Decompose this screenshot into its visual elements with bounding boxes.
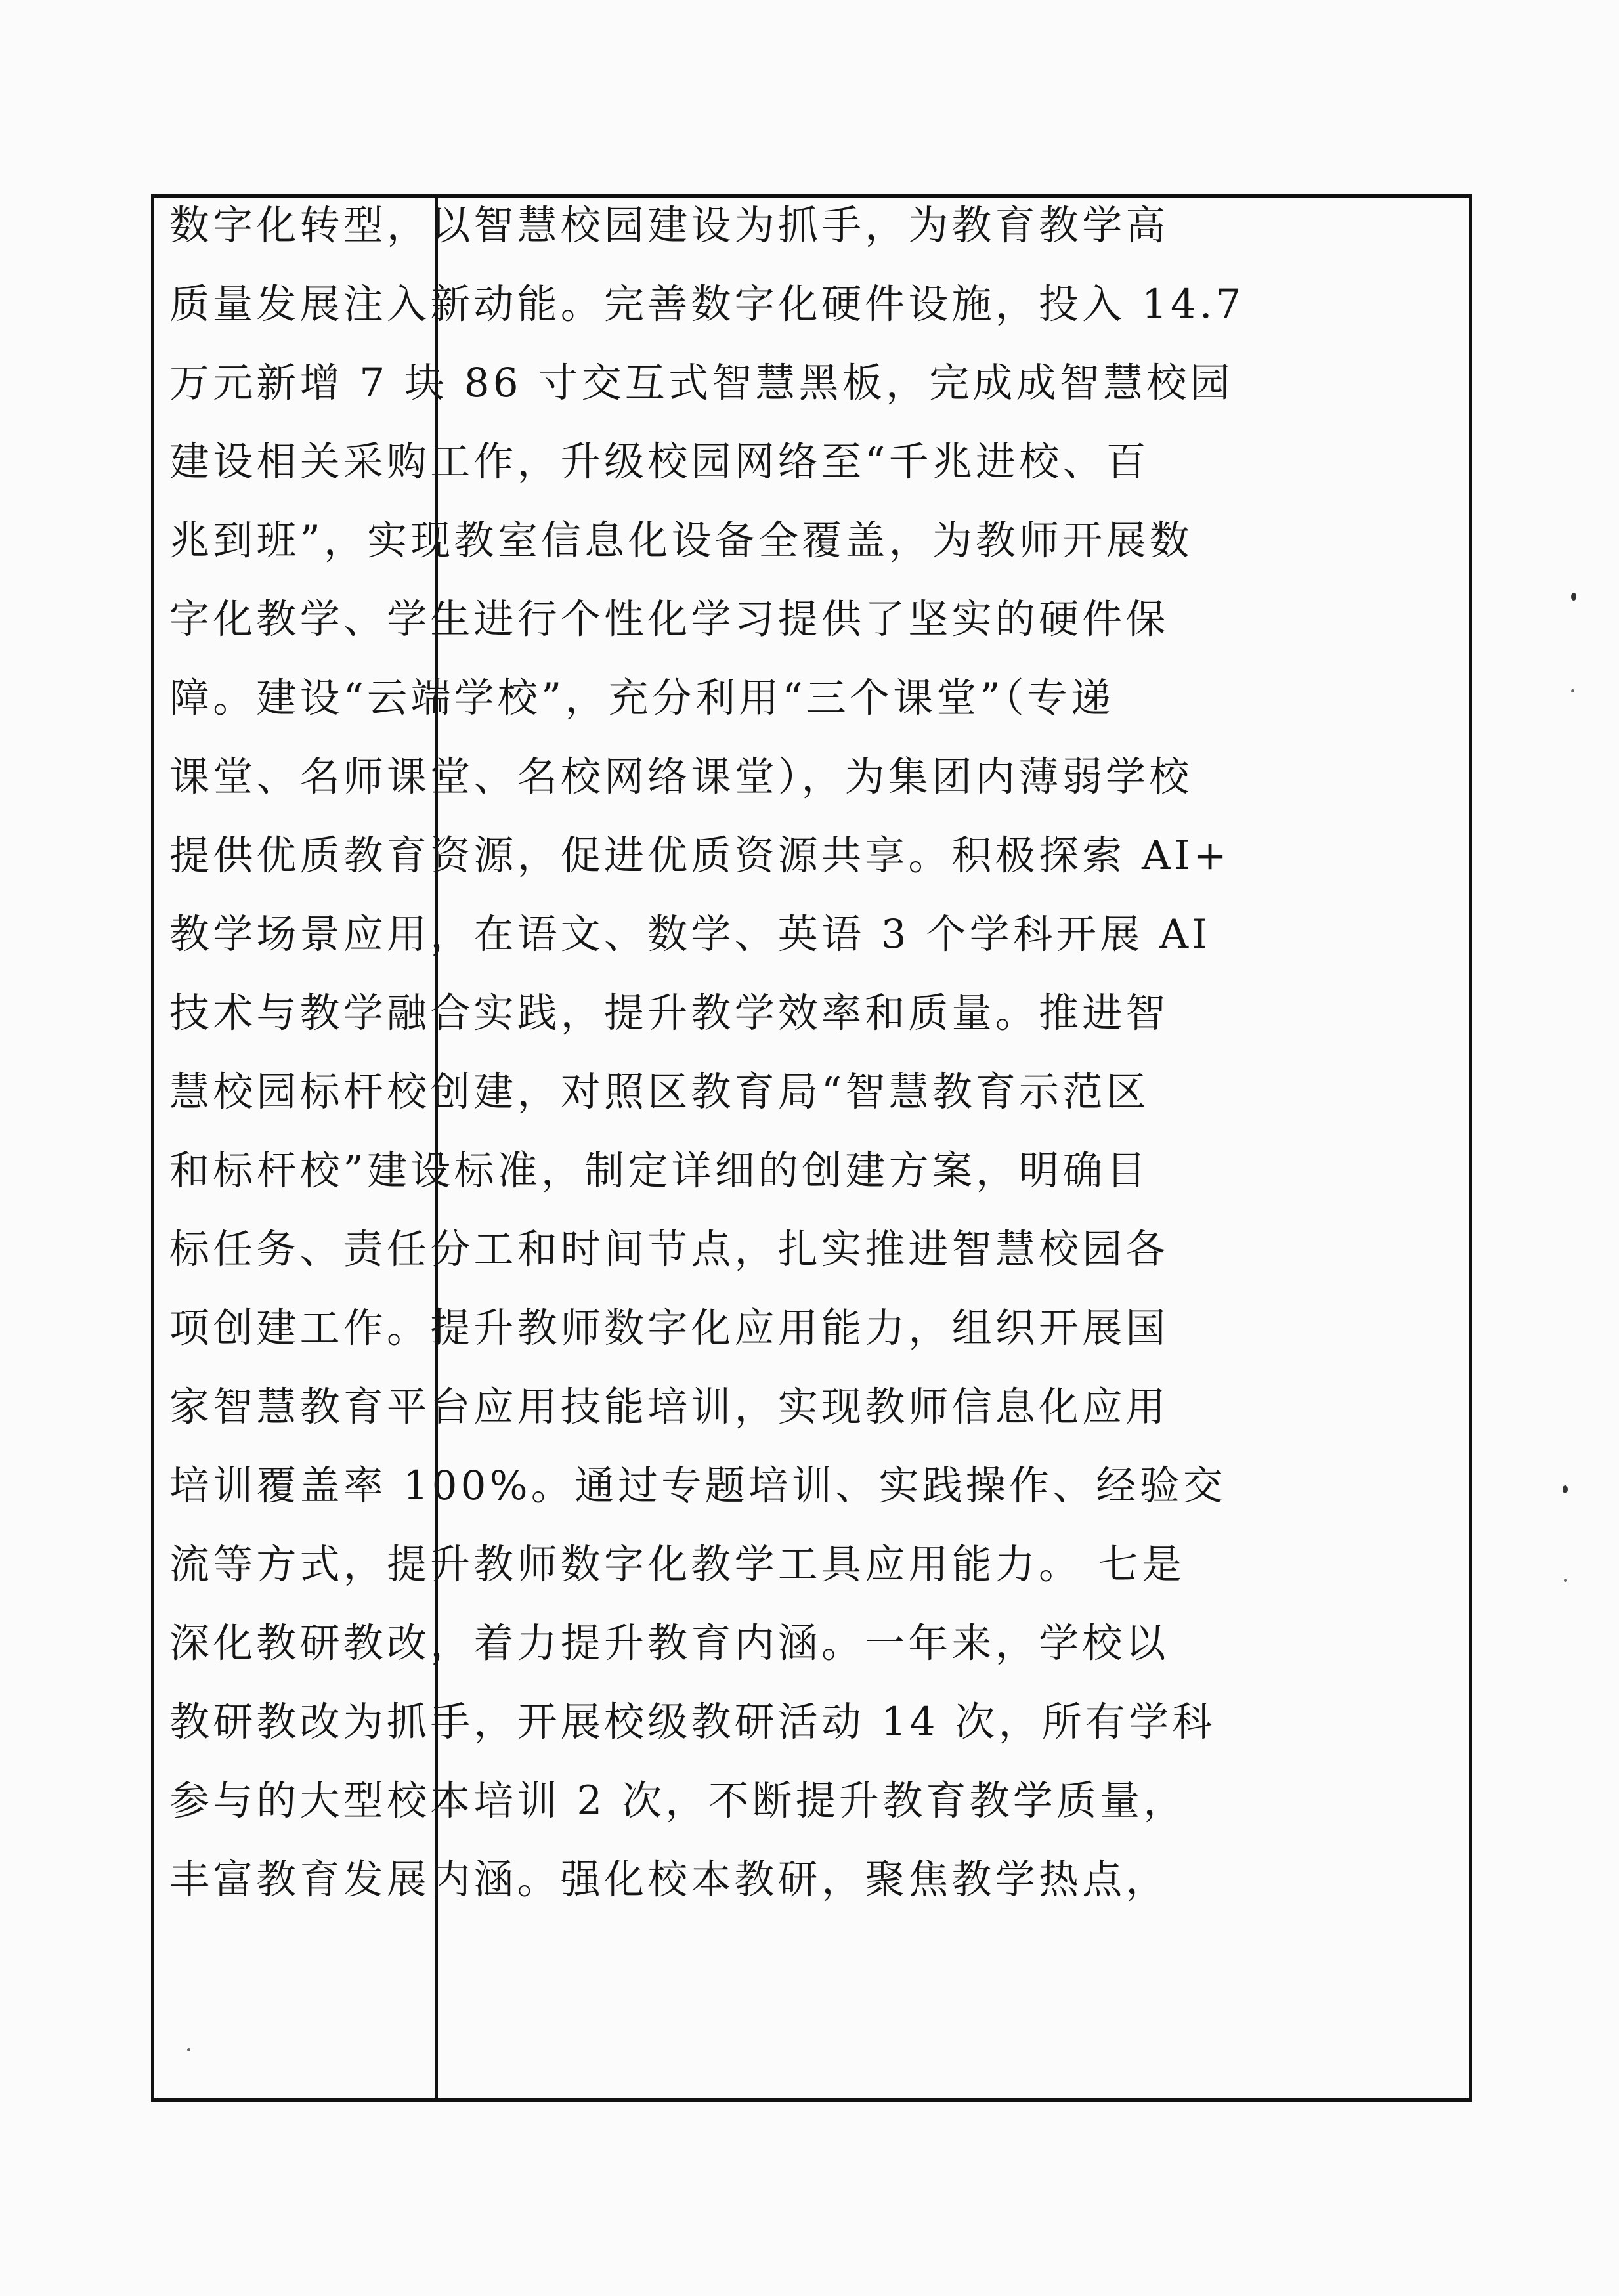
body-text-line: 数字化转型，以智慧校园建设为抓手，为教育教学高 xyxy=(169,202,1169,249)
body-text-line: 丰富教育发展内涵。强化校本教研，聚焦教学热点， xyxy=(169,1856,1169,1903)
body-text-line: 课堂、名师课堂、名校网络课堂），为集团内薄弱学校 xyxy=(169,754,1193,800)
scan-speck xyxy=(187,2048,190,2051)
body-text-line: 技术与教学融合实践，提升教学效率和质量。推进智 xyxy=(169,990,1169,1036)
scan-speck xyxy=(1571,593,1576,601)
scan-speck xyxy=(1564,1579,1567,1582)
body-text-line: 流等方式，提升教师数字化教学工具应用能力。 七是 xyxy=(169,1541,1186,1588)
body-text-line: 和标杆校”建设标准，制定详细的创建方案，明确目 xyxy=(169,1147,1150,1194)
body-text-line: 字化教学、学生进行个性化学习提供了坚实的硬件保 xyxy=(169,596,1169,643)
body-text-line: 项创建工作。提升教师数字化应用能力，组织开展国 xyxy=(169,1305,1169,1351)
body-text-line: 提供优质教育资源，促进优质资源共享。积极探索 AI+ xyxy=(169,832,1230,879)
body-text-line: 教研教改为抓手，开展校级教研活动 14 次，所有学科 xyxy=(169,1699,1216,1745)
body-text-line: 深化教研教改，着力提升教育内涵。一年来，学校以 xyxy=(169,1620,1169,1667)
body-text-line: 慧校园标杆校创建，对照区教育局“智慧教育示范区 xyxy=(169,1069,1150,1115)
body-text-line: 参与的大型校本培训 2 次，不断提升教育教学质量， xyxy=(169,1777,1187,1824)
body-text-line: 建设相关采购工作，升级校园网络至“千兆进校、百 xyxy=(169,438,1150,485)
body-text-line: 兆到班”，实现教室信息化设备全覆盖，为教师开展数 xyxy=(169,517,1193,564)
body-text-line: 障。建设“云端学校”，充分利用“三个课堂”（专递 xyxy=(169,675,1115,721)
body-text-line: 家智慧教育平台应用技能培训，实现教师信息化应用 xyxy=(169,1384,1169,1430)
scan-speck xyxy=(1563,1485,1568,1493)
body-text-line: 培训覆盖率 100%。通过专题培训、实践操作、经验交 xyxy=(169,1462,1226,1509)
body-text-line: 质量发展注入新动能。完善数字化硬件设施，投入 14.7 xyxy=(169,281,1245,328)
body-text-line: 教学场景应用，在语文、数学、英语 3 个学科开展 AI xyxy=(169,911,1211,958)
scan-speck xyxy=(1571,689,1574,692)
body-text-line: 万元新增 7 块 86 寸交互式智慧黑板，完成成智慧校园 xyxy=(169,360,1234,406)
body-text-line: 标任务、责任分工和时间节点，扎实推进智慧校园各 xyxy=(169,1226,1169,1273)
